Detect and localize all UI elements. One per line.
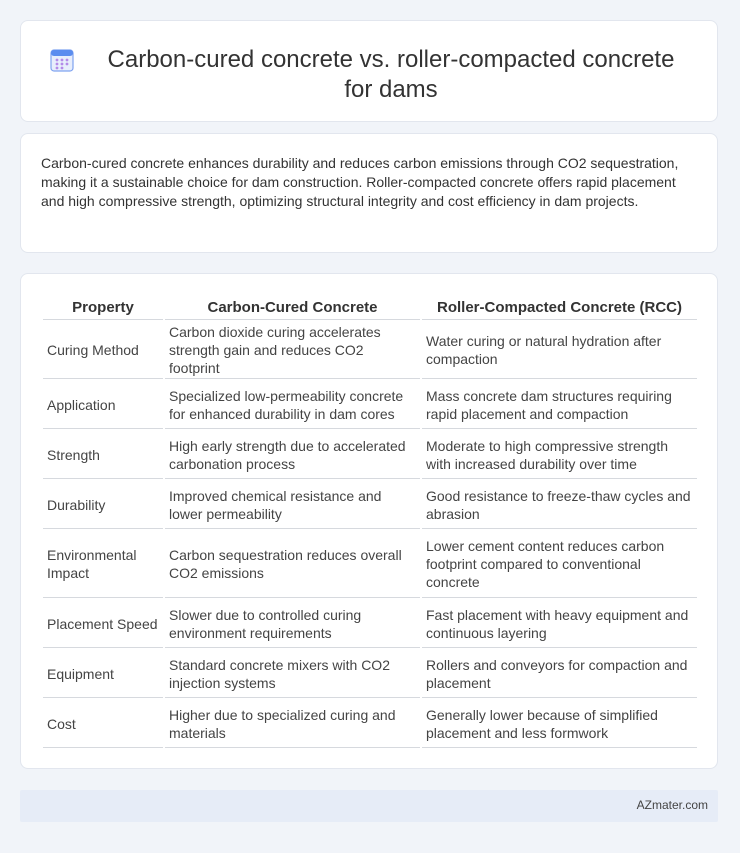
footer-brand-link[interactable]: AZmater.com (636, 798, 708, 812)
table-row (43, 322, 697, 379)
comparison-table (41, 294, 699, 750)
row-property: Equipment (43, 650, 163, 698)
row-property: Application (43, 381, 163, 429)
comparison-card (20, 273, 718, 769)
row-carbon-cured-value: Carbon sequestration reduces overall CO2 emissions (165, 531, 420, 598)
table-row (43, 700, 697, 748)
row-carbon-cured-value: Higher due to specialized curing and materials (165, 700, 420, 748)
row-property: Strength (43, 431, 163, 479)
row-carbon-cured-value: Improved chemical resistance and lower permeability (165, 481, 420, 529)
row-rcc-value: Fast placement with heavy equipment and continuous layering (422, 600, 697, 648)
column-header-property: Property (43, 296, 163, 320)
row-rcc-value: Moderate to high compressive strength with increased durability over time (422, 431, 697, 479)
footer-bar (20, 790, 718, 822)
row-rcc-value: Generally lower because of simplified placement and less formwork (422, 700, 697, 748)
table-row (43, 600, 697, 648)
calendar-icon (49, 47, 75, 73)
row-rcc-value: Lower cement content reduces carbon footprint compared to conventional concrete (422, 531, 697, 598)
title-card (20, 20, 718, 122)
row-carbon-cured-value: High early strength due to accelerated carbonation process (165, 431, 420, 479)
row-carbon-cured-value: Standard concrete mixers with CO2 injection systems (165, 650, 420, 698)
table-row (43, 650, 697, 698)
row-property: Curing Method (43, 322, 163, 379)
row-property: Durability (43, 481, 163, 529)
row-rcc-value: Rollers and conveyors for compaction and placement (422, 650, 697, 698)
table-row (43, 481, 697, 529)
row-rcc-value: Water curing or natural hydration after compaction (422, 322, 697, 379)
page-title: Carbon-cured concrete vs. roller-compacted concrete for dams (107, 46, 675, 103)
row-rcc-value: Mass concrete dam structures requiring rapid placement and compaction (422, 381, 697, 429)
table-row (43, 431, 697, 479)
column-header-carbon-cured: Carbon-Cured Concrete (165, 296, 420, 320)
column-header-rcc: Roller-Compacted Concrete (RCC) (422, 296, 697, 320)
row-carbon-cured-value: Slower due to controlled curing environment requirements (165, 600, 420, 648)
row-property: Placement Speed (43, 600, 163, 648)
row-carbon-cured-value: Specialized low-permeability concrete for enhanced durability in dam cores (165, 381, 420, 429)
row-carbon-cured-value: Carbon dioxide curing accelerates strength gain and reduces CO2 footprint (165, 322, 420, 379)
row-property: Cost (43, 700, 163, 748)
row-rcc-value: Good resistance to freeze-thaw cycles and abrasion (422, 481, 697, 529)
table-row (43, 381, 697, 429)
intro-card (20, 133, 718, 253)
row-property: Environmental Impact (43, 531, 163, 598)
table-row (43, 531, 697, 598)
intro-text: Carbon-cured concrete enhances durability and reduces carbon emissions through CO2 sequestration, making it a sustainable choice for dam construction. Roller-compacted concrete offers rapid placement and high compressive strength, optimizing structural integrity and cost efficiency in dam projects. (41, 155, 679, 209)
table-header-row (43, 296, 697, 320)
